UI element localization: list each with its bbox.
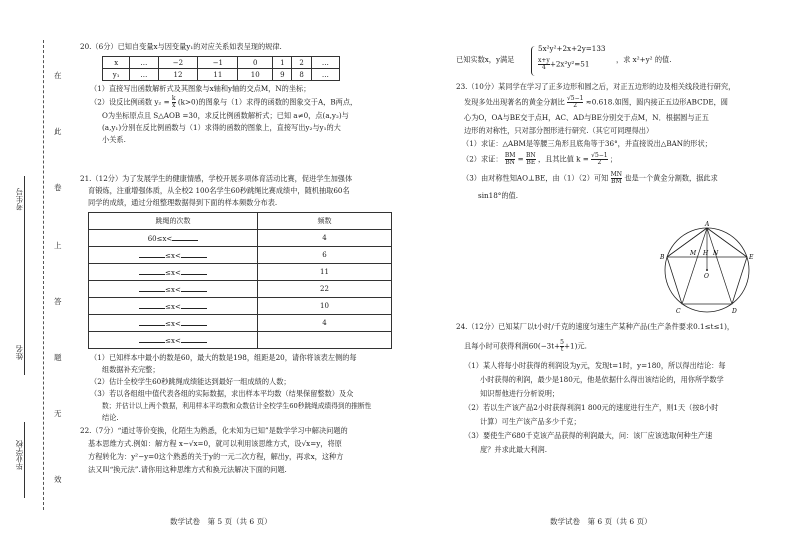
table-row: y₁ … 12 11 10 9 8 … — [103, 69, 340, 81]
label-C: C — [676, 308, 681, 315]
table-row: 60≤x< 4 — [89, 230, 392, 247]
question-23: 23.（10分）某同学在学习了正多边形和圆之后，对正五边形的边及相关线段进行研究， 发现多处出现著名的黄金分割比 $\frac{√5-1}{2}$ ≈0.618.如图，圆内接正五边形ABCDE，圆 心为O，OA与BE交于点H，AC、AD与BE分别交于点M，N．根据圆与正五 边形的对称性，只对部分图形进行研究.（其它可同理得出） （1）求证：△ABM是等腰三角形且底角等于36°，并直接说出△BAN的形状； （2）求证： $\frac{BM}{BN}$ = $\frac{BN}{BE}$ ，且其比值 k = $\frac{√5-1}{2}$ ； （3）由对称性知AO⊥BE，由（1）（2）可知 $\frac{MN}{BM}$ 也是一个黄金分割数，据此求 sin18°的值. — [456, 82, 736, 200]
table-row: ≤x< — [89, 332, 392, 349]
answer-blank[interactable] — [181, 267, 207, 275]
answer-blank[interactable] — [181, 250, 207, 258]
pentagon-circle-figure — [652, 218, 762, 318]
table-row: x … −2 −1 0 1 2 … — [103, 57, 340, 69]
exam-number-field[interactable] — [14, 188, 28, 268]
answer-blank[interactable] — [139, 250, 165, 258]
table-row: ≤x< 4 — [89, 315, 392, 332]
question-21: 21.（12分）为了发展学生的健康情感，学校开展多项体育活动比赛，促进学生加强体 育锻炼，注重增强体质，从全校2 100名学生60秒跳绳比赛成绩中，随机抽取60名 同学的成绩，通过分组整理数据得到下面的样本频数分布表. 跳绳的次数 频数 60≤x< 4 ≤x< 6 ≤x< 11 ≤x< 22 ≤x< 10 ≤x< 4 ≤x< （1）已知样本中最小的数是60，最大的数是198，组距是20，请你将该表左侧的每 组数据补充完整； （2）估计全校学生60秒跳绳成绩能达到最好一组成绩的人数； （3）若以各组组中值代表各组的实际数据，求出样本平均数（结果保留整数）及众 数；并估计以上两个数据，利用样本平均数和众数估计全校学生60秒跳绳成绩得到的推断性 结论. — [80, 174, 410, 423]
answer-blank[interactable] — [139, 335, 165, 343]
school-label: 毕业学校 — [15, 440, 24, 470]
name-field[interactable] — [14, 345, 28, 405]
answer-blank[interactable] — [139, 301, 165, 309]
label-A: A — [705, 221, 710, 228]
label-O: O — [704, 273, 709, 280]
answer-blank[interactable] — [172, 233, 198, 241]
binding-line — [43, 40, 44, 510]
table-row: ≤x< 6 — [89, 247, 392, 264]
question-22: 22.（7分）“通过等价变换，化陌生为熟悉，化未知为已知”是数学学习中解决问题的 基本思维方式.例如：解方程 x−√x=0，就可以利用该思维方式，设√x=y，将原 方程转化为：y²−y=0这个熟悉的关于y的一元二次方程，解出y，再求x，这种方 法又叫“换元法”.请你用这种思维方式和换元法解决下面的问题. — [80, 426, 348, 474]
footer-right: 数学试卷 第 6 页（共 6 页） — [550, 517, 652, 526]
answer-blank[interactable] — [181, 301, 207, 309]
label-E: E — [749, 254, 754, 261]
answer-blank[interactable] — [139, 267, 165, 275]
answer-blank[interactable] — [181, 318, 207, 326]
question-22-continued: 已知实数x，y满足 5x²y²+2x+2y=133 $\frac{x+y}{4}$ +2x²y²=51 ，求 x²+y² 的值. — [456, 44, 776, 78]
label-M: M — [690, 250, 697, 257]
answer-blank[interactable] — [181, 335, 207, 343]
name-label: 姓名 — [15, 345, 24, 360]
label-H: H — [703, 250, 709, 257]
table-row: ≤x< 10 — [89, 298, 392, 315]
answer-blank[interactable] — [181, 284, 207, 292]
q21-frequency-table — [88, 212, 392, 349]
question-24: 24.（12分）已知某厂以t小时/千克的速度匀速生产某种产品(生产条件要求0.1≤t≤1)， 且每小时可获得利润60(−3t+ $\frac{5}{t}$ +1)元. （1）某人将每小时获得的利润设为y元，发现t=1时，y=180，所以得出结论：每 小时获得的利润，最少是180元，他是依据什么得出该结论的，用你所学数学 知识帮他进行分析说明； （2）若以生产该产品2小时获得利润1 800元的速度进行生产，则1天（按8小时 计算）可生产该产品多少千克； （3）要使生产680千克该产品获得的利润最大，问：该厂应该选取何种生产速 度？并求此最大利润. — [456, 322, 735, 454]
exam-number-label: 考生号 — [15, 188, 24, 211]
table-row: ≤x< 22 — [89, 281, 392, 298]
answer-blank[interactable] — [139, 284, 165, 292]
q20-table — [102, 56, 340, 81]
table-header-row: 跳绳的次数 频数 — [89, 213, 392, 230]
label-N: N — [713, 250, 719, 257]
table-row: ≤x< 11 — [89, 264, 392, 281]
school-field[interactable] — [14, 440, 28, 500]
label-D: D — [732, 308, 737, 315]
answer-blank[interactable] — [139, 318, 165, 326]
question-20: 20.（6分）已知自变量x与因变量y₁的对应关系如表呈现的规律. x … −2 −1 0 1 2 … y₁ … 12 11 10 9 8 … （1）直接写出函数解析式及其图象与x轴和y轴的交点M，N的坐标； （2）设反比例函数 y₂ = $\frac{k}{x}$ (k>0)的图象与（1）求得的函数的图象交于A，B两点， O为坐标原点且 S△AOB =30，求反比例函数解析式；已知 a≠0，点(a,y₂)与 (a,y₁)分别在反比例函数与（1）求得的函数的图象上，直接写出y₂与y₁的大 小关系. — [80, 42, 358, 144]
label-B: B — [660, 254, 665, 261]
footer-left: 数学试卷 第 5 页（共 6 页） — [170, 517, 272, 526]
